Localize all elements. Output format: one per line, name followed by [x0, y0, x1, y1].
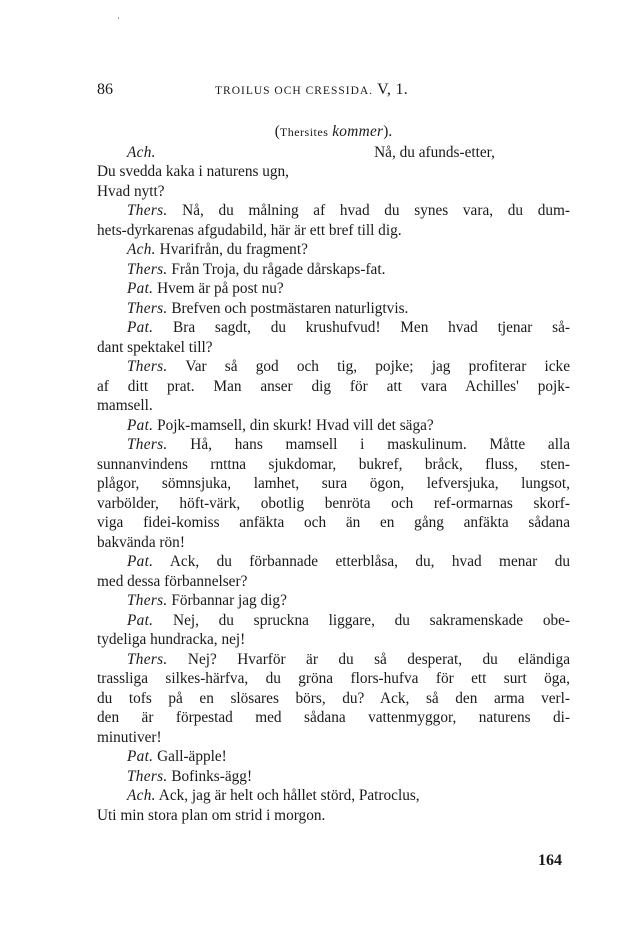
speaker: Ach.: [127, 143, 156, 161]
line-text: Gall-äpple!: [157, 748, 227, 765]
dialogue-line: [97, 591, 570, 611]
dialogue-line: viga fidei-komiss anfäkta och än en gång anfäkta sådana: [97, 514, 570, 531]
line-text: Hvarifrån, du fragment?: [159, 241, 308, 258]
line-text: Nå, du målning af hvad du synes vara, du dum-: [182, 202, 570, 219]
page-body: [97, 122, 570, 825]
running-title: [215, 81, 408, 99]
speaker: Thers.: [127, 767, 168, 785]
stage-direction-action: kommer: [332, 123, 384, 140]
speaker: Thers.: [127, 650, 168, 668]
speaker: Pat.: [127, 748, 154, 765]
line-text: Nej, du spruckna liggare, du sakramenskade obe-: [173, 611, 570, 629]
speaker: Thers.: [127, 202, 168, 219]
speaker: Pat.: [127, 553, 154, 570]
dialogue-line: [97, 611, 570, 631]
dialogue-line: Du svedda kaka i naturens ugn,: [97, 163, 290, 180]
dialogue-line: den är förpestad med sådana vattenmyggor, naturens di-: [97, 709, 570, 726]
speaker: Ach.: [127, 241, 156, 258]
dialogue-line: [97, 201, 570, 221]
dialogue-line: [97, 143, 570, 163]
dialogue-line: med dessa förbannelser?: [97, 572, 248, 590]
dialogue-line: plågor, sömnsjuka, lamhet, sura ögon, lefversjuka, lungsot,: [97, 475, 570, 492]
line-text: Bra sagdt, du krushufvud! Men hvad tjenar så-: [173, 319, 570, 336]
dialogue-line: [97, 279, 570, 299]
dialogue-line: minutiver!: [97, 728, 162, 746]
speaker: Thers.: [127, 260, 168, 278]
dialogue-line: tydeliga hundracka, nej!: [97, 631, 246, 648]
dialogue-line: trassliga silkes-härfva, du gröna flors-hufva för ett surt öga,: [97, 670, 570, 687]
line-text: Förbannar jag dig?: [171, 592, 287, 609]
dialogue-line: mamsell.: [97, 397, 153, 414]
dialogue-line: [97, 260, 570, 280]
dialogue-line: [97, 240, 570, 260]
line-text: Ack, jag är helt och hållet störd, Patroclus,: [158, 787, 420, 804]
line-text: Pojk-mamsell, din skurk! Hvad vill det säga?: [157, 416, 434, 434]
speaker: Pat.: [127, 611, 154, 629]
stage-direction: (Thersites kommer).: [274, 123, 393, 140]
line-text: Bofinks-ägg!: [171, 767, 253, 785]
printer-signature: 164: [538, 852, 562, 869]
speaker: Pat.: [127, 416, 154, 434]
dialogue-line: Hvad nytt?: [97, 182, 165, 200]
speaker: Thers.: [127, 592, 168, 609]
speaker: Thers.: [127, 299, 168, 317]
dialogue-line: af ditt prat. Man anser dig för att vara Achilles' pojk-: [97, 377, 570, 395]
speaker: Thers.: [127, 436, 168, 453]
act-scene: V, 1.: [377, 81, 409, 98]
dialogue-line: [97, 318, 570, 338]
dialogue-line: sunnanvindens rnttna sjukdomar, bukref, bråck, fluss, sten-: [97, 455, 570, 473]
speaker: Thers.: [127, 358, 168, 375]
line-text: Ack, du förbannade etterblåsa, du, hvad menar du: [169, 553, 570, 570]
dialogue-line: bakvända rön!: [97, 533, 185, 551]
dialogue-line: [97, 357, 570, 377]
dialogue-line: [97, 299, 570, 319]
line-text: Nå, du afunds-etter,: [374, 143, 495, 161]
dialogue-line: Uti min stora plan om strid i morgon.: [97, 806, 326, 824]
speaker: Pat.: [127, 319, 154, 336]
speaker: Ach.: [127, 787, 156, 804]
dialogue-line: varbölder, höft-värk, obotlig benröta och ref-ormarnas skorf-: [97, 494, 570, 512]
running-title-text: TROILUS OCH CRESSIDA.: [215, 85, 374, 97]
line-text: Brefven och postmästaren naturligtvis.: [171, 299, 409, 317]
dialogue-line: dant spektakel till?: [97, 338, 213, 356]
dialogue-line: [97, 416, 570, 436]
dialogue-line: [97, 552, 570, 572]
dialogue-line: du tofs på en slösares börs, du? Ack, så den arma verl-: [97, 689, 570, 707]
dialogue-line: [97, 650, 570, 670]
line-text: Var så god och tig, pojke; jag profiterar icke: [185, 358, 570, 375]
speaker: Pat.: [127, 280, 154, 297]
dialogue-line: [97, 786, 570, 806]
line-text: Hvem är på post nu?: [157, 280, 284, 297]
line-text: Nej? Hvarför är du så desperat, du eländiga: [187, 650, 570, 668]
dialogue-line: [97, 747, 570, 767]
dialogue-line: [97, 435, 570, 455]
line-text: Från Troja, du rågade dårskaps-fat.: [171, 260, 386, 278]
page-header: [97, 81, 529, 103]
dialogue-line: hets-dyrkarenas afgudabild, här är ett bref till dig.: [97, 221, 402, 239]
dialogue-line: [97, 767, 570, 787]
page-number: 86: [97, 81, 113, 98]
stage-direction-name: Thersites: [279, 125, 329, 139]
scan-mark: ·: [117, 14, 120, 24]
line-text: Hå, hans mamsell i maskulinum. Måtte alla: [190, 436, 570, 453]
